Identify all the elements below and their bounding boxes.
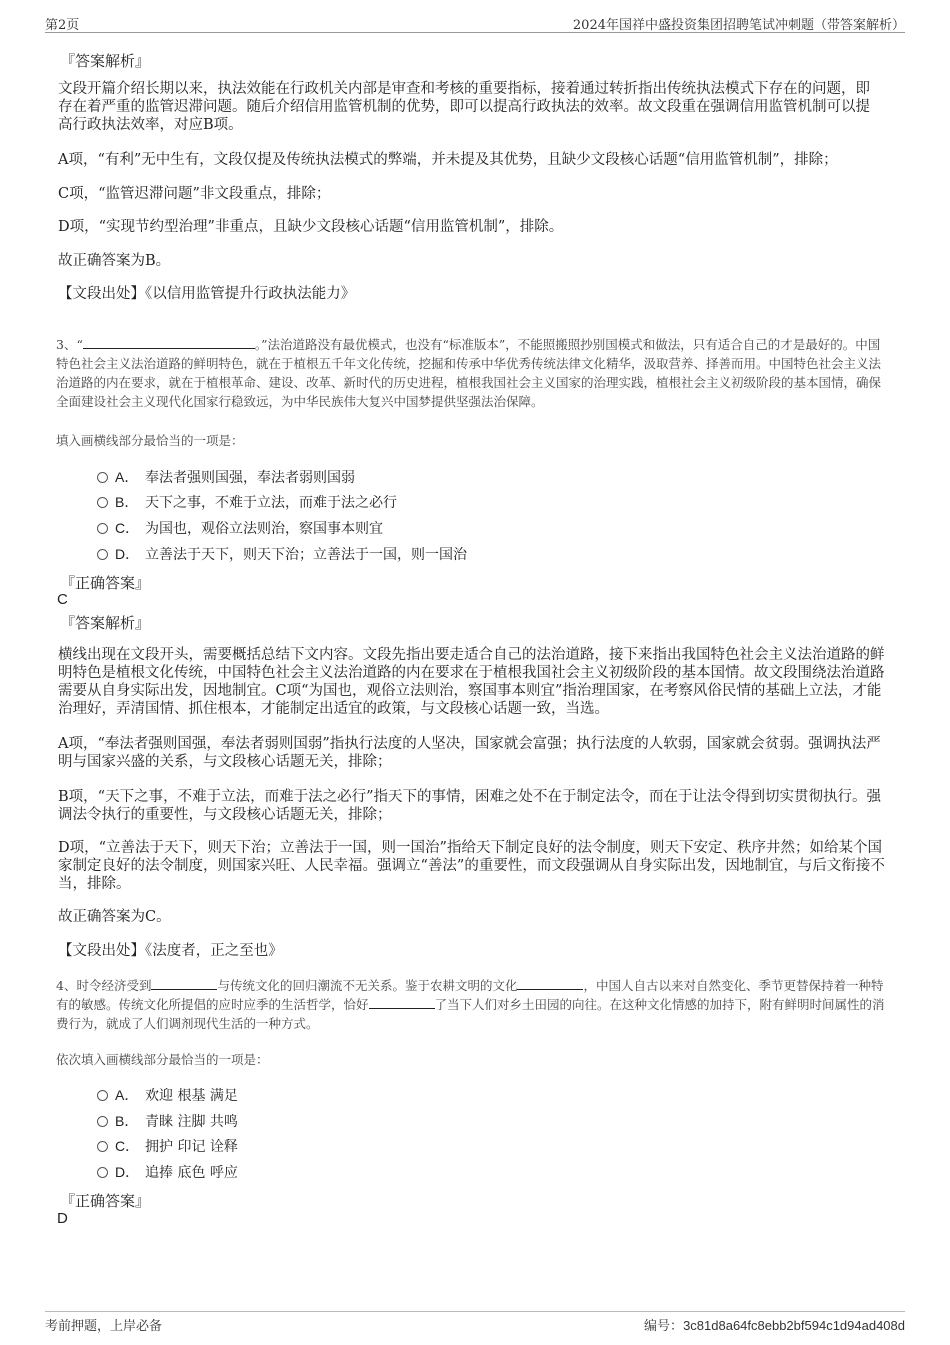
q3-option-d-note: D项，“立善法于天下，则天下治；立善法于一国，则一国治”指给天下制定良好的法令制度，则天下安定、秩序井然；如给某个国家制定良好的法令制度，则国家兴旺、人民幸福。强调立“善法”的重要性，而文段强调从自身实际出发，因地制宜，与后文衔接不当，排除。 (58, 840, 885, 892)
option-letter: D． (115, 1164, 140, 1180)
option-text: 拥护 印记 诠释 (145, 1139, 238, 1155)
q3-answer: C (57, 591, 68, 608)
q2-conclusion: 故正确答案为B。 (58, 253, 171, 269)
q3-stem-text: 。”法治道路没有最优模式，也没有“标准版本”，不能照搬照抄别国模式和做法，只有适合自己的才是最好的。中国特色社会主义法治道路的鲜明特色，就在于植根五千年文化传统，挖掘和传承中华优秀传统法律文化精华，汲取营养、择善而用。中国特色社会主义法治道路的内在要求，就在于植根革命、建设、改革、新时代的历史进程，植根我国社会主义国家的治理实践，植根社会主义初级阶段的基本国情，确保全面建设社会主义现代化国家行稳致远，为中华民族伟大复兴中国梦提供坚强法治保障。 (56, 337, 882, 409)
q2-option-d-note: D项，“实现节约型治理”非重点，且缺少文段核心话题“信用监管机制”，排除。 (58, 219, 564, 235)
q4-option-c[interactable] (97, 1136, 238, 1156)
q4-blank-3 (369, 996, 435, 1009)
option-text: 天下之事，不难于立法，而难于法之必行 (145, 495, 397, 511)
q4-option-b[interactable] (97, 1111, 238, 1131)
radio-icon[interactable] (97, 1167, 108, 1178)
radio-icon[interactable] (97, 497, 108, 508)
document-code (644, 1315, 905, 1334)
option-text: 为国也，观俗立法则治，察国事本则宜 (145, 521, 383, 537)
q4-answer-heading: 『正确答案』 (60, 1192, 151, 1210)
q4-option-d[interactable] (97, 1162, 238, 1182)
q4-stem-part: ，中国人自古以来对自然变化、季节更替保持着一种特有的敏感。传统文化所提倡的应时应季的生活哲学，恰好 (56, 978, 884, 1012)
q2-option-a-note: A项，“有利”无中生有，文段仅提及传统执法模式的弊端，并未提及其优势，且缺少文段核心话题“信用监管机制”，排除； (58, 152, 838, 168)
q3-instruction: 填入画横线部分最恰当的一项是： (56, 433, 244, 448)
q3-option-a-note: A项，“奉法者强则国强，奉法者弱则国弱”指执行法度的人坚决，国家就会富强；执行法度的人软弱，国家就会贫弱。强调执法严明与国家兴盛的关系，与文段核心话题无关，排除； (58, 736, 881, 770)
option-text: 青睐 注脚 共鸣 (145, 1114, 238, 1130)
option-letter: B． (115, 1113, 139, 1129)
page-footer (45, 1311, 905, 1337)
radio-icon[interactable] (97, 549, 108, 560)
document-code-label: 编号： (644, 1319, 684, 1334)
option-text: 欢迎 根基 满足 (145, 1088, 238, 1104)
radio-icon[interactable] (97, 1141, 108, 1152)
q4-answer: D (57, 1210, 68, 1227)
radio-icon[interactable] (97, 1116, 108, 1127)
q4-stem (56, 976, 890, 1033)
q2-analysis-heading: 『答案解析』 (60, 52, 151, 70)
q3-option-c[interactable] (97, 518, 383, 538)
option-letter: C． (115, 1138, 140, 1154)
footer-slogan: 考前押题，上岸必备 (45, 1319, 163, 1334)
page-number: 第2页 (45, 18, 80, 33)
q3-analysis-text: 横线出现在文段开头，需要概括总结下文内容。文段先指出要走适合自己的法治道路，接下来指出我国特色社会主义法治道路的鲜明特色是植根文化传统，中国特色社会主义法治道路的内在要求在于植根我国社会主义初级阶段的基本国情。故文段围绕法治道路需要从自身实际出发，因地制宜。C项“为国也，观俗立法则治，察国事本则宜”指治理国家，在考察风俗民情的基础上立法，才能治理好，弄清国情、抓住根本，才能制定出适宜的政策，与文段核心话题一致，当选。 (58, 647, 885, 717)
q3-analysis-heading: 『答案解析』 (60, 614, 151, 632)
page-header (45, 14, 905, 33)
document-title: 2024年国祥中盛投资集团招聘笔试冲刺题（带答案解析） (572, 18, 905, 33)
q2-source: 【文段出处】《以信用监管提升行政执法能力》 (58, 286, 356, 302)
q2-analysis-text: 文段开篇介绍长期以来，执法效能在行政机关内部是审查和考核的重要指标，接着通过转折指出传统执法模式下存在的问题，即存在着严重的监管迟滞问题。随后介绍信用监管机制的优势，即可以提高行政执法的效率。故文段重在强调信用监管机制可以提高行政执法效率，对应B项。 (58, 81, 870, 133)
q3-option-a[interactable] (97, 467, 355, 487)
option-text: 立善法于天下，则天下治；立善法于一国，则一国治 (145, 547, 467, 563)
q4-option-a[interactable] (97, 1085, 238, 1105)
q4-blank-1 (151, 977, 217, 990)
radio-icon[interactable] (97, 523, 108, 534)
q3-stem (56, 335, 888, 411)
q4-stem-part: 了当下人们对乡土田园的向往。在这种文化情感的加持下，附有鲜明时间属性的消费行为，就成了人们调剂现代生活的一种方式。 (56, 997, 885, 1031)
q3-option-d[interactable] (97, 544, 467, 564)
q3-option-b-note: B项，“天下之事，不难于立法，而难于法之必行”指天下的事情，困难之处不在于制定法令，而在于让法令得到切实贯彻执行。强调法令执行的重要性，与文段核心话题无关，排除； (58, 789, 881, 823)
option-letter: A． (115, 469, 139, 485)
q3-conclusion: 故正确答案为C。 (58, 909, 171, 925)
option-letter: D． (115, 546, 140, 562)
q3-answer-heading: 『正确答案』 (60, 574, 151, 592)
document-code-value: 3c81d8a64fc8ebb2bf594c1d94ad408d (683, 1318, 905, 1333)
q2-option-c-note: C项，“监管迟滞问题”非文段重点，排除； (58, 186, 331, 202)
q4-stem-part: 4、时令经济受到 (56, 978, 152, 993)
q3-option-b[interactable] (97, 492, 397, 512)
option-letter: C． (115, 520, 140, 536)
q3-source: 【文段出处】《法度者，正之至也》 (58, 943, 283, 959)
q3-blank (83, 336, 255, 349)
option-letter: B． (115, 494, 139, 510)
option-text: 奉法者强则国强，奉法者弱则国弱 (145, 470, 355, 486)
q3-number: 3、“ (56, 337, 83, 352)
q4-stem-part: 与传统文化的回归潮流不无关系。鉴于农耕文明的文化 (217, 978, 518, 993)
radio-icon[interactable] (97, 472, 108, 483)
option-letter: A． (115, 1087, 139, 1103)
q4-blank-2 (517, 977, 583, 990)
q4-instruction: 依次填入画横线部分最恰当的一项是： (56, 1052, 269, 1067)
option-text: 追捧 底色 呼应 (145, 1165, 238, 1181)
radio-icon[interactable] (97, 1090, 108, 1101)
